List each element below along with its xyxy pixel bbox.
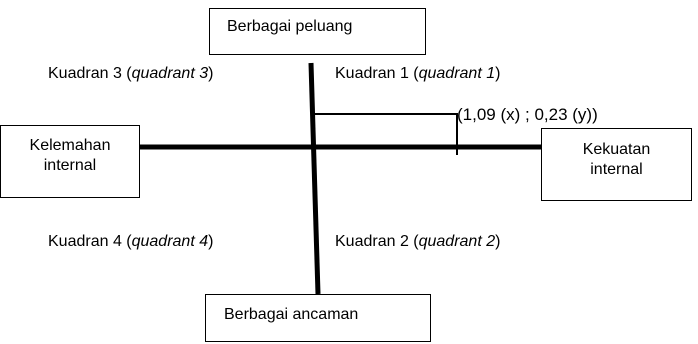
opportunities-label: Berbagai peluang [227, 18, 353, 35]
opportunities-box [209, 8, 426, 55]
quadrant-3-label: Kuadran 3 (quadrant 3) [48, 65, 214, 82]
quadrant-1-label: Kuadran 1 (quadrant 1) [335, 65, 501, 82]
point-coordinate-label: (1,09 (x) ; 0,23 (y)) [457, 105, 598, 124]
strength-box [541, 128, 692, 201]
weakness-box [0, 125, 140, 198]
strength-label-line1: Kekuatan [582, 141, 651, 158]
threats-label: Berbagai ancaman [224, 306, 359, 323]
vertical-axis [311, 63, 318, 294]
weakness-label-line1: Kelemahan [29, 137, 111, 154]
threats-box [205, 294, 431, 342]
strength-label-line2: internal [590, 161, 643, 178]
quadrant-2-label: Kuadran 2 (quadrant 2) [335, 233, 501, 250]
quadrant-4-label: Kuadran 4 (quadrant 4) [48, 233, 214, 250]
weakness-label-line2: internal [43, 157, 97, 174]
